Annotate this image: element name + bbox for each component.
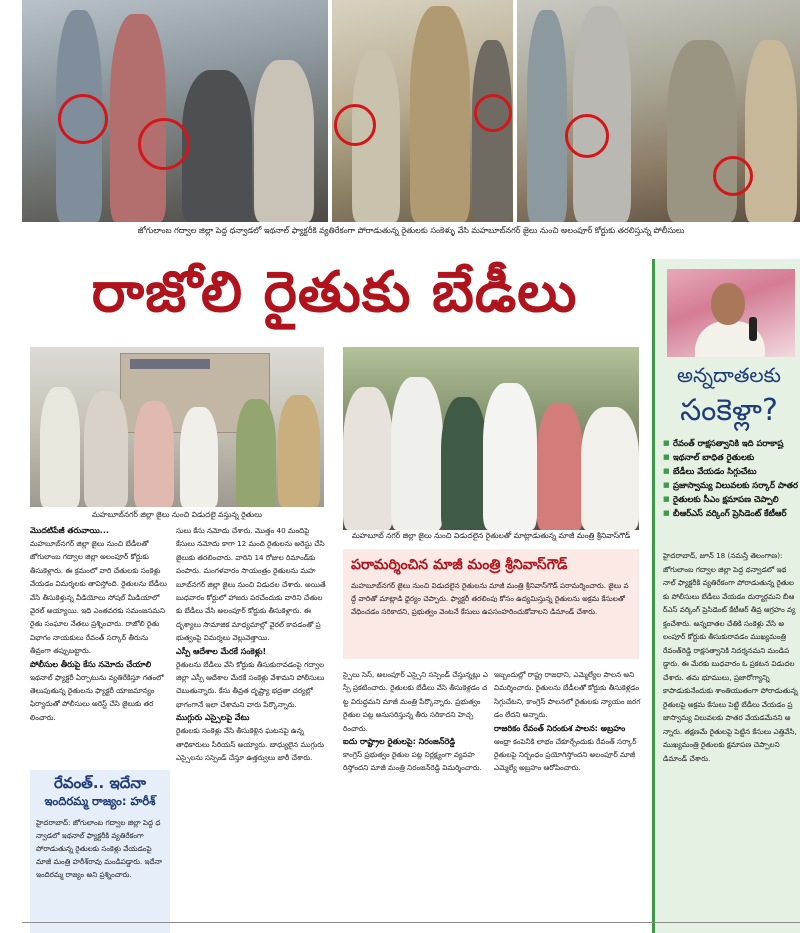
main-headline: రాజోలి రైతుకు బేడీలు: [91, 260, 578, 325]
article-subheading: పోలీసుల తీరుపై కేసు నమోదు చేయాలి: [30, 659, 152, 669]
photo-farmers-released: [30, 347, 324, 507]
article-paragraph: స్పైలు సెస్, అలంపూర్ ఎస్సైని సస్పెండ్ చేస్తున్నట్లు ఎస్పీ ప్రకటించారు. రైతులకు బేడీలు వేసి తీసుకెళ్లడం చట్ట విరుద్ధమని మాజీ మంత్రి పేర్కొన్నారు. ప్రభుత్వం రైతుల పట్ల అనుసరిస్తున్న తీరు సరికాదని హెచ్చరించారు.: [343, 670, 488, 733]
photo-caption-left: మహబూబ్‌నగర్ జిల్లా జైలు నుంచి విడుదలై వస్తున్న రైతులు: [91, 510, 263, 519]
article-paragraph: ఇబ్బందుల్లో రాష్ట్ర రాజధాని, ఎమ్మెల్యేల పాలన అని విమర్శించారు. రైతులను బేడీలతో కోర్టుకు తీసుకెళ్లడం సిగ్గుచేటని, కాంగ్రెస్ పాలనలో రైతులకు న్యాయం జరగడం లేదని అన్నారు.: [494, 670, 641, 720]
sidebar-point: ■ రేవంత్ రాక్షసత్వానికి ఇది పరాకాష్ట: [663, 437, 799, 449]
photo-farmers-handcuffed-3: [517, 0, 800, 222]
sidebar-point: ■ రైతులకు సీఎం క్షమాపణ చెప్పాలి: [663, 493, 799, 505]
article-paragraph: రైతులను బేడీలు వేసి కోర్టుకు తీసుకురావడంపై గద్వాల జిల్లా ఎస్పీ ఆదేశాల మేరకే సంకెళ్లు వేశామని పోలీసులు చెబుతున్నారు. కేసు తీవ్రత దృష్ట్యా భద్రతా చర్యల్లో భాగంగానే ఇలా చేశామని వారు పేర్కొన్నారు.: [176, 659, 325, 709]
article-subheading: రాజరికం రేవంత్ నిరంకుశ పాలన: అబ్రహం: [494, 723, 626, 733]
photo-former-minister-meeting: [343, 347, 639, 530]
photo-farmers-handcuffed-2: [332, 0, 513, 222]
article-column-2: [176, 524, 326, 924]
sidebar-point: ■ ప్రజాస్వామ్య విలువలకు సర్కార్ పాతర: [663, 479, 799, 491]
former-minister-heading: పరామర్శించిన మాజీ మంత్రి శ్రీనివాస్‌గౌడ్: [351, 557, 568, 573]
article-paragraph: కాంగ్రెస్ ప్రభుత్వం రైతుల పట్ల నిర్లక్ష్యంగా వ్యవహరిస్తోందని మాజీ మంత్రి నిరంజన్‌రెడ్డి విమర్శించారు.: [343, 750, 482, 773]
harish-heading-line2: ఇందిరమ్మ రాజ్యం: హరీశ్: [44, 794, 156, 808]
article-subheading: ముగ్గురు ఎస్సైలపై వేటు: [176, 713, 250, 723]
top-photo-caption: జోగులాంబ గద్వాల జిల్లా పెద్ద ధన్వాడలో ఇథనాల్ ఫ్యాక్టరీకి వ్యతిరేకంగా పోరాడుతున్న రైతులకు సంకెళ్ళు వేసి మహబూబ్‌నగర్ జైలు నుంచి అలంపూర్ కోర్టుకు తరలిస్తున్న పోలీసులు: [137, 226, 685, 235]
harish-statement-box: [30, 770, 170, 933]
top-photo-strip: [22, 0, 800, 222]
article-column-1: [30, 524, 170, 766]
sidebar-title-line2: సంకెళ్లా?: [680, 393, 778, 428]
article-paragraph: రైతులకు సంకెళ్లు వేసి తీసుకెళ్లిన ఘటనపై ఉన్నతాధికారులు సీరియస్ అయ్యారు. బాధ్యులైన ముగ్గురు ఎస్సైలను సస్పెండ్ చేస్తూ ఉత్తర్వులు జారీ చేశారు.: [176, 726, 324, 763]
continuation-label: మెుదటిపేజీ తరువాయి...: [30, 526, 109, 535]
article-paragraph: మహబూబ్‌నగర్ జిల్లా జైలు నుంచి బేడీలతో జోగులాంబ గద్వాల జిల్లా అలంపూర్ కోర్టుకు తీసుకెళ్లారు. ఈ క్రమంలో వారి చేతులకు సంకెళ్లు వేయడం విమర్శలకు తావిస్తోంది. రైతులను బేడీలు వేసి తీసుకెళ్తున్న వీడియోలు సోషల్ మీడియాలో వైరల్ అయ్యాయి. ఇది ఎంతవరకు సమంజసమని రైతు సంఘాల నేతలు ప్రశ్నించారు. రాజోలి రైతు విభాగం నాయకులు రేవంత్ సర్కార్ తీరును తీవ్రంగా తప్పుబట్టారు.: [30, 539, 167, 656]
sidebar-point: ■ బీఆర్ఎస్ వర్కింగ్ ప్రెసిడెంట్ కేటీఆర్: [663, 507, 799, 519]
sidebar-highlights: [663, 437, 799, 521]
article-paragraph: ఇథనాల్ ఫ్యాక్టరీ ఏర్పాటును వ్యతిరేకిస్తూ గతంలో తెలుపుతున్న రైతులను ఫ్యాక్టరీ యాజమాన్యం ఫిర్యాదుతో పోలీసులు అరెస్ట్ చేసి జైలుకు తరలించారు.: [30, 672, 164, 722]
handcuff-highlight: [474, 94, 512, 132]
handcuff-highlight: [334, 104, 376, 146]
article-subheading: ఎస్పీ ఆదేశాల మేరకే సంకెళ్లు!: [176, 646, 267, 656]
photo-ktr: [667, 269, 795, 357]
sidebar-ktr-statement: [652, 259, 800, 933]
article-subheading: ఐదు రాష్ట్రాల రైతులపై: నిరంజన్‌రెడ్డి: [343, 737, 456, 747]
sidebar-title-line1: అన్నదాతలకు: [677, 363, 781, 387]
article-column-4: [494, 668, 642, 920]
harish-statement-text: హైదరాబాద్: జోగులాంబ గద్వాల జిల్లా పెద్ద ధన్వాడలో ఇథనాల్ ఫ్యాక్టరీకి వ్యతిరేకంగా పోరాడుతున్న రైతులకు సంకెళ్లు వేయడంపై మాజీ మంత్రి హరీశ్‌రావు మండిపడ్డారు. ఇదేనా ఇందిరమ్మ రాజ్యం అని ప్రశ్నించారు.: [36, 818, 163, 879]
former-minister-text: మహబూబ్‌నగర్ జైలు నుంచి విడుదలైన రైతులను మాజీ మంత్రి శ్రీనివాస్‌గౌడ్ పరామర్శించారు. జైలు వద్దే వారితో మాట్లాడి ధైర్యం చెప్పారు. ఫ్యాక్టరీ తరలింపు కోసం ఉద్యమిస్తున్న రైతులను అక్రమ కేసులతో వేధించడం సరికాదని, ప్రభుత్వం వెంటనే కేసులు ఉపసంహరించుకోవాలని డిమాండ్ చేశారు.: [351, 581, 629, 616]
former-minister-box: [343, 549, 639, 659]
handcuff-highlight: [565, 114, 609, 158]
handcuff-highlight: [138, 118, 190, 170]
handcuff-highlight: [58, 94, 108, 144]
microphone-icon: [749, 317, 757, 341]
photo-caption-right: మహబూబ్ నగర్ జిల్లా జైలు నుంచి విడుదలైన రైతులతో మాట్లాడుతున్న మాజీ మంత్రి శ్రీనివాస్‌గౌడ్: [351, 531, 631, 540]
article-paragraph: ఆంధ్రా కంపెనీకి లాభం చేకూర్చేందుకు రేవంత్ సర్కార్ రైతులపై నిర్బంధం ప్రయోగిస్తోందని అలంపూర్ మాజీ ఎమ్మెల్యే అబ్రహం ఆరోపించారు.: [494, 736, 637, 773]
bottom-divider: [22, 922, 800, 933]
handcuff-highlight: [713, 156, 753, 196]
article-paragraph: సులు కేసు నమోదు చేశారు. మొత్తం 40 మందిపై కేసులు నమోదు కాగా 12 మంది రైతులను అరెస్టు చేసి జైలుకు తరలించారు. వారిని 14 రోజుల రిమాండ్‌కు పంపారు. మంగళవారం సాయంత్రం రైతులను మహబూబ్‌నగర్ జిల్లా జైలు నుంచి విడుదల చేశారు. అయితే బుధవారం కోర్టులో హాజరు పరచేందుకు వారిని చేతులకు బేడీలు వేసి అలంపూర్ కోర్టుకు తీసుకెళ్లారు. ఈ దృశ్యాలు సామాజిక మాధ్యమాల్లో వైరల్ కావడంతో ప్రభుత్వంపై విమర్శలు వెల్లువెత్తాయి.: [176, 526, 326, 643]
sidebar-body-text: హైదరాబాద్, జూన్ 18 (నమస్తే తెలంగాణ): జోగులాంబ గద్వాల జిల్లా పెద్ద ధన్వాడలో ఇథనాల్ ఫ్యాక్టరీకి వ్యతిరేకంగా పోరాడుతున్న రైతులకు పోలీసులు బేడీలు వేయడం దుర్మార్గమని బీఆర్ఎస్ వర్కింగ్ ప్రెసిడెంట్ కేటీఆర్ తీవ్ర ఆగ్రహం వ్యక్తంచేశారు. అన్నదాతల చేతికి సంకెళ్లు వేసి అలంపూర్ కోర్టుకు తీసుకురావడం ముఖ్యమంత్రి రేవంత్‌రెడ్డి రాక్షసత్వానికి నిదర్శనమని మండిపడ్డారు. ఈ మేరకు బుధవారం ఓ ప్రకటన విడుదల చేశారు. తమ భూములు, ప్రజారోగ్యాన్ని కాపాడుకునేందుకు శాంతియుతంగా పోరాడుతున్న రైతులపై అక్రమ కేసులు పెట్టి బేడీలు వేయడం ప్రజాస్వామ్య విలువలకు పాతర వేయడమేనని అన్నారు. తక్షణమే రైతులపై పెట్టిన కేసులు ఎత్తివేసి, ముఖ్యమంత్రి రైతులకు క్షమాపణ చెప్పాలని డిమాండ్ చేశారు.: [663, 551, 798, 763]
sidebar-point: ■ బేడీలు వేయడం సిగ్గుచేటు: [663, 465, 799, 477]
harish-heading-line1: రేవంత్.. ఇదేనా: [54, 774, 146, 792]
article-column-3: [343, 668, 488, 920]
photo-farmers-handcuffed-1: [22, 0, 328, 222]
sidebar-point: ■ ఇథనాల్ బాధిత రైతులకు: [663, 451, 799, 463]
